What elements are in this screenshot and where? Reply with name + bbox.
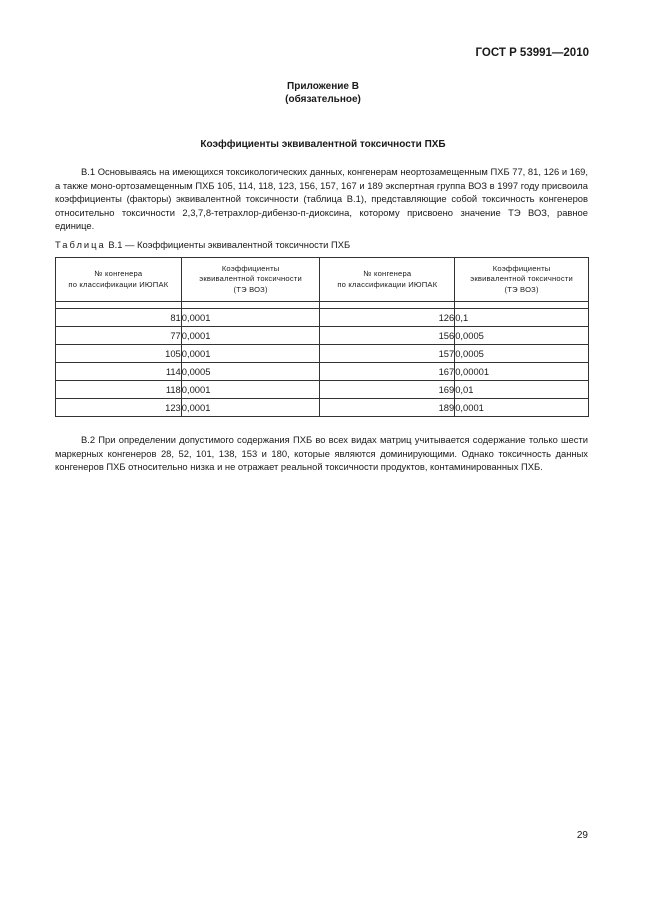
table-header-row [56, 258, 589, 302]
table-row [56, 309, 589, 327]
cell-right-congener: 167 [320, 363, 455, 381]
cell-left-coef: 0,0001 [181, 345, 320, 363]
cell-right-congener: 157 [320, 345, 455, 363]
cell-left-coef: 0,0005 [181, 363, 320, 381]
cell-right-congener: 189 [320, 399, 455, 417]
cell-left-congener: 123 [56, 399, 182, 417]
table-row [56, 363, 589, 381]
cell-right-coef: 0,01 [455, 381, 589, 399]
appendix-status: (обязательное) [285, 94, 361, 105]
cell-left-congener: 114 [56, 363, 182, 381]
cell-right-congener: 169 [320, 381, 455, 399]
paragraph-b2: В.2 При определении допустимого содержания ПХБ во всех видах матриц учитывается содержание только шести маркерных конгенеров 28, 52, 101, 138, 153 и 180, которые являются доминирующими. Однако токсичность данных конгенеров ПХБ относительно низка и не отражает реальной токсичности продуктов, контаминированных ПХБ. [55, 434, 588, 473]
header-congener-left: № конгенера по классификации ИЮПАК [56, 258, 182, 302]
header-coef-left: Коэффициенты эквивалентной токсичности (ТЭ ВОЗ) [181, 258, 320, 302]
table-caption-text: В.1 — Коэффициенты эквивалентной токсичности ПХБ [105, 239, 351, 250]
cell-right-coef: 0,0001 [455, 399, 589, 417]
paragraph-b1: В.1 Основываясь на имеющихся токсикологических данных, конгенерам неортозамещенным ПХБ 77, 81, 126 и 169, а также моно-ортозамещенным ПХБ 105, 114, 118, 123, 156, 157, 167 и 189 экспертная группа ВОЗ в 1997 году присвоила коэффициенты (факторы) эквивалентной токсичности (таблица В.1), представляющие собой токсичность конгенеров относительно токсичности 2,3,7,8-тетрахлор-дибензо-п-диоксина, которому присвоено значение ТЭ ВОЗ, равное единице. [55, 166, 588, 232]
section-title: Коэффициенты эквивалентной токсичности ПХБ [200, 139, 446, 150]
cell-right-coef: 0,1 [455, 309, 589, 327]
cell-left-coef: 0,0001 [181, 327, 320, 345]
cell-left-coef: 0,0001 [181, 399, 320, 417]
cell-right-congener: 156 [320, 327, 455, 345]
table-row [56, 327, 589, 345]
header-congener-right: № конгенера по классификации ИЮПАК [320, 258, 455, 302]
cell-left-congener: 118 [56, 381, 182, 399]
tef-table [55, 257, 589, 417]
cell-left-congener: 81 [56, 309, 182, 327]
cell-left-coef: 0,0001 [181, 309, 320, 327]
appendix-title: Приложение В [287, 81, 359, 92]
cell-right-coef: 0,0005 [455, 345, 589, 363]
cell-right-congener: 126 [320, 309, 455, 327]
header-coef-right: Коэффициенты эквивалентной токсичности (ТЭ ВОЗ) [455, 258, 589, 302]
table-caption-prefix: Таблица [55, 239, 106, 250]
table-row [56, 399, 589, 417]
cell-right-coef: 0,0005 [455, 327, 589, 345]
standard-code: ГОСТ Р 53991—2010 [475, 47, 589, 59]
cell-left-congener: 105 [56, 345, 182, 363]
cell-left-congener: 77 [56, 327, 182, 345]
appendix-heading [0, 80, 646, 106]
table-row [56, 381, 589, 399]
page-number: 29 [576, 830, 588, 841]
cell-left-coef: 0,0001 [181, 381, 320, 399]
table-spacer-row [56, 302, 589, 309]
table-row [56, 345, 589, 363]
cell-right-coef: 0,00001 [455, 363, 589, 381]
table-caption [55, 239, 350, 250]
